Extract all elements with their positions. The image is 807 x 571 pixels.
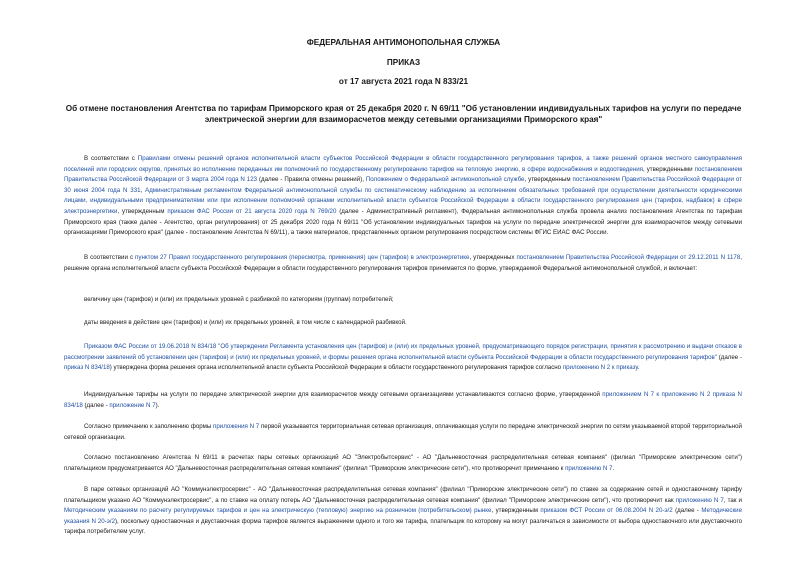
link-fas-regulation[interactable]: Положением о Федеральной антимонопольной службе [365,176,525,184]
link-government-decree-331[interactable]: постановлением Правительства Российской Федерации от 30 июня 2004 года N 331 [64,176,742,194]
text: первой указывается территориальная сетевая организация, оплачивающая услуги по передаче электрической энергии по сетям указываемой второй территориальной сетевой организации. [64,423,742,441]
link-government-decree-1178[interactable]: постановлением Правительства Российской Федерации от 29.12.2011 N 1178 [516,254,741,261]
agency-name: ФЕДЕРАЛЬНАЯ АНТИМОНОПОЛЬНАЯ СЛУЖБА [306,38,501,47]
link-appendix-2[interactable]: приложению N 2 к приказу [562,364,638,372]
text: Индивидуальные тарифы на услуги по передаче электрической энергии для взаиморасчетов между сетевыми организациями устанавливаются согласно форме, утвержденной [84,391,603,398]
text: (далее - [672,507,702,515]
link-government-decree-123[interactable]: постановлением Правительства Российской Федерации от 3 марта 2004 года N 123 [64,165,742,184]
link-rules-cancellation[interactable]: Правилами отмены решений органов исполнительной власти субъектов Российской Федерации в области государственного регулирования тарифов, а также решений органов местного самоуправления поселений или городских округов, принятых во исполнение переданных им полномочий по государственному регулированию тарифов на тепловую энергию, в сфере водоснабжения и водоотведения [64,155,742,173]
document-date-number: от 17 августа 2021 года N 833/21 [338,77,469,86]
paragraph-1 [64,154,742,239]
text: Согласно примечанию к заполнению формы [84,423,214,430]
paragraph-8 [64,453,742,474]
text: , [140,186,146,194]
link-rules-point-27[interactable]: пунктом 27 Правил государственного регулирования (пересмотра, применения) цен (тарифов) в электроэнергетике [135,254,470,261]
text: . [612,464,615,472]
text: , утвержденными [642,165,695,173]
paragraph-2 [64,253,742,274]
link-appendix-7[interactable]: приложения N 7 [213,423,260,430]
text: В соответствии с [84,254,136,261]
link-fst-order-20e2[interactable]: приказом ФСТ России от 06.08.2004 N 20-э/2 [540,507,673,515]
text: , утвержденным [491,507,541,515]
paragraph-4: даты введения в действие цен (тарифов) и (или) их предельных уровней, в том числе с календарной разбивкой. [84,319,407,326]
text: , утвержденным [524,176,573,184]
text: ). [155,401,160,409]
text: (далее - Правила отмены решений), [257,176,366,184]
text: (далее - [716,353,743,361]
text: (далее - [82,401,110,409]
text: В соответствии с [84,155,138,162]
link-order-834-short[interactable]: приказ N 834/18 [64,364,110,372]
text: . [637,364,640,372]
text: В паре сетевых организаций АО "Коммунэлектросервис" - АО "Дальневосточная распределительная сетевая компания" (филиал "Приморские электрические сети") по ставке за содержание сетей и одноставочному тарифу плательщиком указано АО "Коммунэлектросервис", а по ставке на оплату потерь АО "Дальневосточная распределительная сетевая компания" (филиал "Приморские электрические сети"), что противоречит как [64,486,742,504]
paragraph-7 [64,422,742,443]
document-type: ПРИКАЗ [386,58,421,67]
text: , утвержденных [469,254,517,261]
link-fas-order-834[interactable]: Приказом ФАС России от 19.06.2018 N 834/18 "Об утверждении Регламента установления цен (тарифов) и (или) их предельных уровней, предусматривающего порядок регистрации, принятия к рассмотрению и выдачи отказов в рассмотрении заявлений об установлении цен (тарифов) и (или) их предельных уровней, и формы решения органа исполнительной власти субъекта Российской Федерации в области государственного регулирования тарифов" [64,343,742,361]
text: , так и [723,496,742,504]
link-administrative-reglament[interactable]: Административным регламентом Федеральной антимонопольной службы по систематическому наблюдению за исполнением обязательных требований при осуществлении деятельности юридическими лицами, индивидуальными предпринимателями или при исполнении полномочий органами исполнительной власти субъектов Российской Федерации в области государственного регулирования цен (тарифов, надбавок) в сфере электроэнергетики [64,186,742,215]
link-appendix-7[interactable]: приложению N 7 [675,496,724,504]
document-title: Об отмене постановления Агентства по тарифам Приморского края от 25 декабря 2020 г. N 69/11 "Об установлении индивидуальных тарифов на услуги по передаче электрической энергии для взаиморасчетов между сетевыми организациями Приморского края" [65,104,742,124]
paragraph-9 [64,485,742,538]
paragraph-5 [64,342,742,374]
text: , утвержденным [117,207,168,215]
text: ), поскольку одноставочная и двуставочная форма тарифов является выражением одного и того же тарифа, плательщик по которому на могут различаться в зависимости от выбора одноставочного или двуставочного тарифа потребителем услуг. [64,517,742,536]
text: , решение органа исполнительной власти субъекта Российской Федерации в области государственного регулирования тарифов принимается по форме, утверждаемой Федеральной антимонопольной службой, и включает: [64,254,742,272]
paragraph-3: величину цен (тарифов) и (или) их предельных уровней с разбивкой по категориям (группам) потребителей; [84,296,394,303]
link-fas-order-769[interactable]: приказом ФАС России от 21 августа 2020 года N 769/20 [167,207,337,215]
link-appendix-7[interactable]: приложение N 7 [109,401,156,409]
link-appendix-7[interactable]: приложению N 7 [565,464,613,472]
link-guidelines-20e2[interactable]: Методические указания N 20-э/2 [64,507,742,525]
text: Согласно постановлению Агентства N 69/11 в расчетах пары сетевых организаций АО "Электробытсервис" - АО "Дальневосточная распределительная сетевая компания" (филиал "Приморские электрические сети") плательщиком предусматривается АО "Дальневосточная распределительная сетевая компания" (филиал "Приморские электрические сети"), что противоречит примечанию к [64,454,742,472]
paragraph-6 [64,390,742,411]
text: (далее - Административный регламент), Федеральная антимонопольная служба провела анализ постановления Агентства по тарифам Приморского края (также далее - Агентство, орган регулирования) от 25 декабря 2020 года N 69/11 "Об установлении индивидуальных тарифов на услуги по передаче электрической энергии для взаиморасчетов между сетевыми организациями Приморского края" (далее - постановление Агентства N 69/11), а также материалов, представленных органом регулирования посредством системы ФГИС ЕИАС ФАС России. [64,207,742,237]
text: ) утверждена форма решения органа исполнительной власти субъекта Российской Федерации в области государственного регулирования тарифов согласно [109,364,563,372]
link-appendix-7-full[interactable]: приложением N 7 к приложению N 2 приказа N 834/18 [64,391,742,409]
link-methodical-guidelines[interactable]: Методическим указаниям по расчету регулируемых тарифов и цен на электрическую (тепловую) энергию на розничном (потребительском) рынке [64,507,492,515]
